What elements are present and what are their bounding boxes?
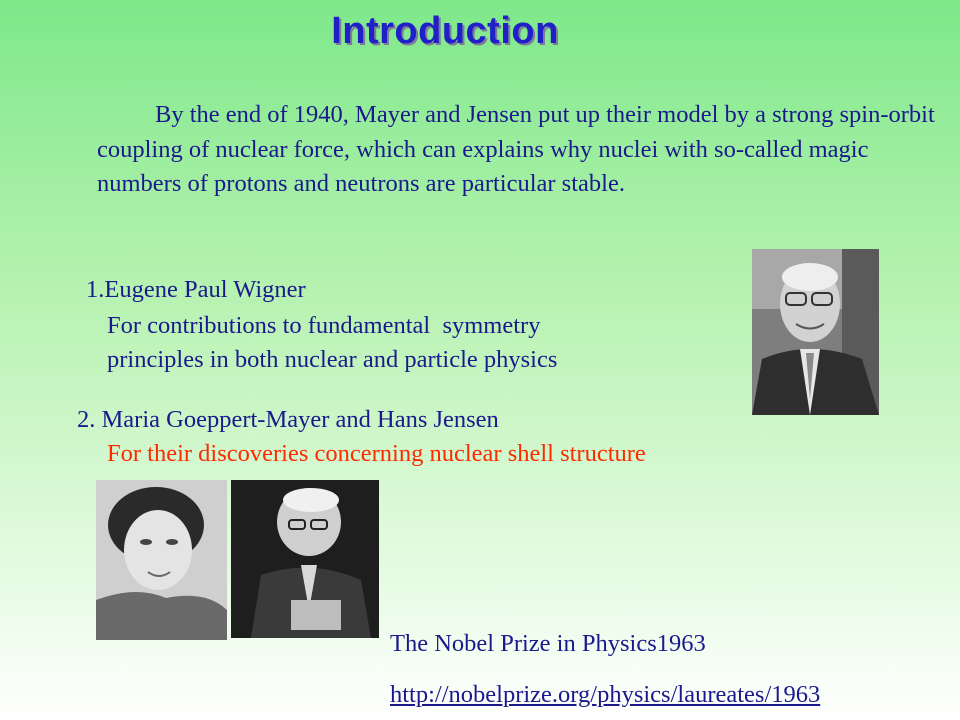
laureate-1-citation-line1: For contributions to fundamental symmetry — [107, 312, 541, 339]
wigner-portrait — [752, 249, 879, 415]
nobel-prize-caption: The Nobel Prize in Physics1963 — [390, 630, 706, 657]
laureate-1-heading: 1.Eugene Paul Wigner — [86, 276, 306, 303]
mayer-portrait — [96, 480, 227, 640]
laureate-2-citation: For their discoveries concerning nuclear shell structure — [107, 440, 646, 467]
intro-text: By the end of 1940, Mayer and Jensen put up their model by a strong spin-orbit coupling of nuclear force, which can explains why nuclei with so-called magic numbers of protons and neutrons are particular stable. — [97, 101, 935, 197]
laureate-1-citation-line2: principles in both nuclear and particle physics — [107, 346, 558, 373]
slide-title: Introduction — [331, 10, 559, 52]
jensen-portrait — [231, 480, 379, 638]
laureate-1-citation — [107, 309, 727, 377]
intro-paragraph — [97, 98, 947, 202]
laureate-2-heading: 2. Maria Goeppert-Mayer and Hans Jensen — [77, 406, 499, 433]
laureates-link[interactable]: http://nobelprize.org/physics/laureates/1963 — [390, 681, 821, 708]
